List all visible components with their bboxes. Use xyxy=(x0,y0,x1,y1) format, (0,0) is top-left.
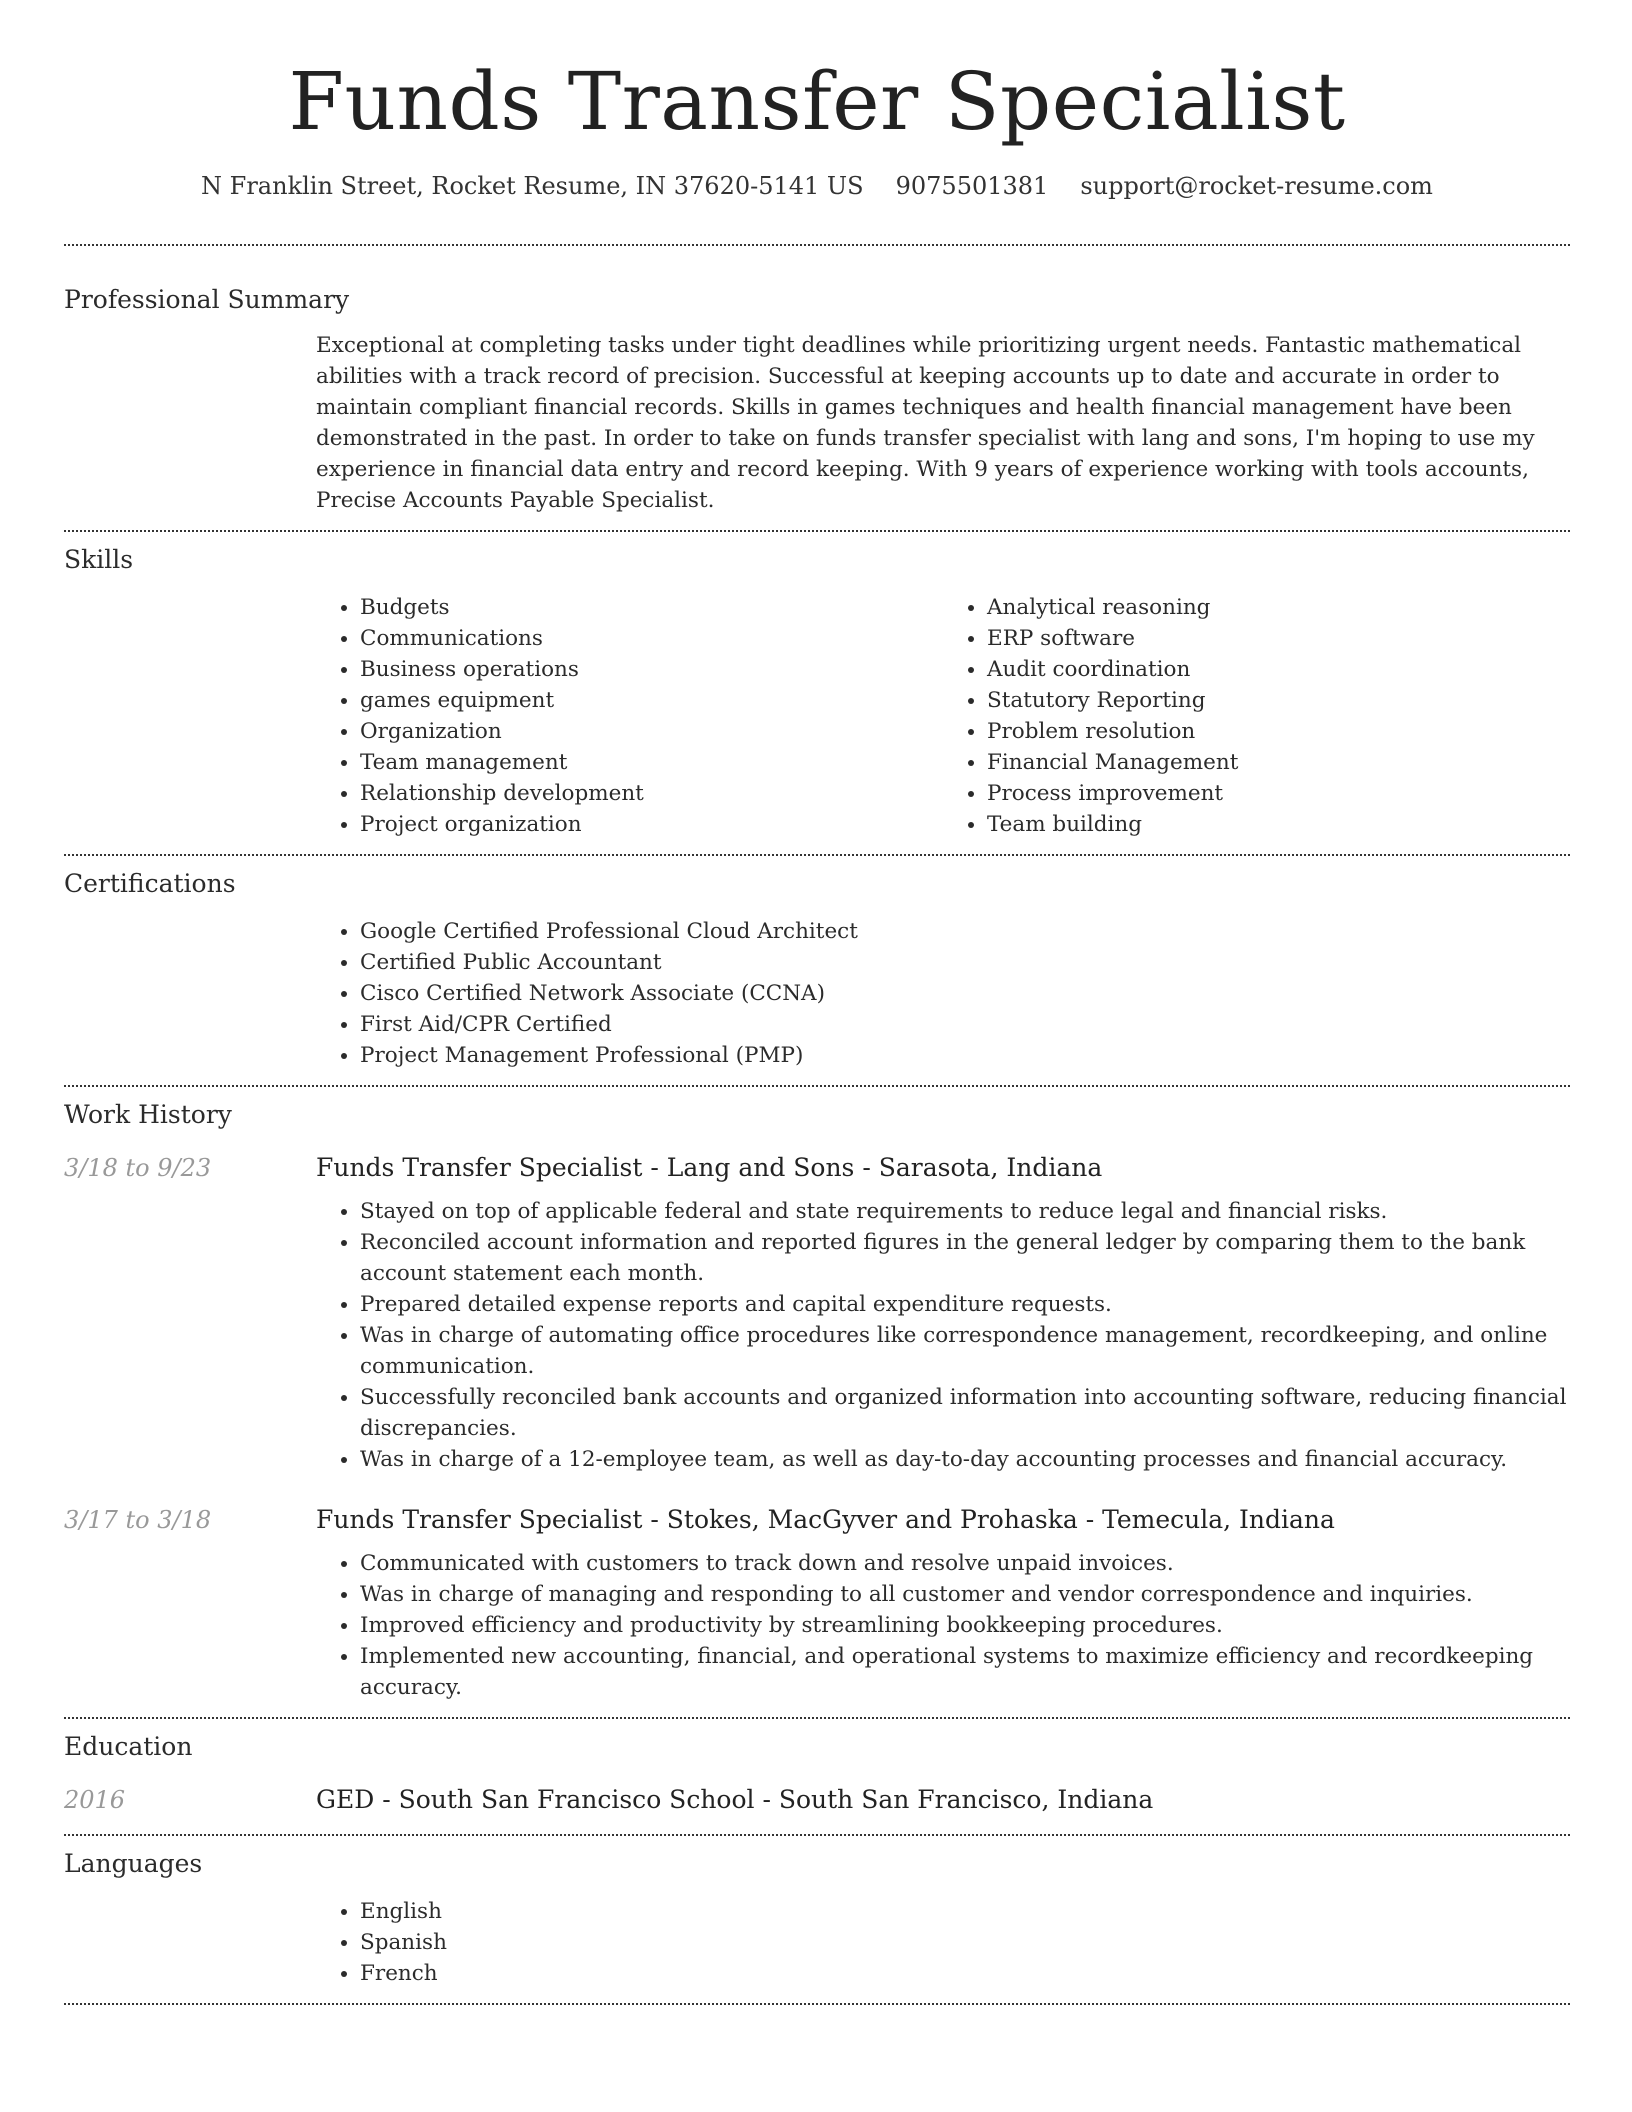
list-item: • Implemented new accounting, financial, and operational systems to maximize efficiency and recordkeeping accuracy. xyxy=(360,1641,1570,1703)
list-item: • Google Certified Professional Cloud Architect xyxy=(360,916,1570,947)
job-bullets xyxy=(316,1196,1570,1475)
resume-page xyxy=(64,0,1570,2005)
divider xyxy=(64,2003,1570,2005)
job-entry xyxy=(64,1153,1570,1182)
list-item: • Reconciled account information and reported figures in the general ledger by comparing them to the bank account statement each month. xyxy=(360,1227,1570,1289)
certifications-body xyxy=(316,916,1570,1085)
languages-list xyxy=(316,1896,1570,1989)
summary-section xyxy=(64,246,1570,530)
list-item: • Project Management Professional (PMP) xyxy=(360,1040,1570,1071)
list-item: • Prepared detailed expense reports and capital expenditure requests. xyxy=(360,1289,1570,1320)
job-heading: Funds Transfer Specialist - Stokes, MacGyver and Prohaska - Temecula, Indiana xyxy=(316,1505,1335,1534)
section-title-skills: Skills xyxy=(64,545,134,574)
job-entry xyxy=(64,1505,1570,1534)
certifications-section xyxy=(64,856,1570,1085)
section-title-education: Education xyxy=(64,1732,193,1761)
list-item: • Stayed on top of applicable federal and state requirements to reduce legal and financial risks. xyxy=(360,1196,1570,1227)
job-heading: Funds Transfer Specialist - Lang and Sons - Sarasota, Indiana xyxy=(316,1153,1103,1182)
education-date: 2016 xyxy=(64,1786,126,1814)
job-dates: 3/17 to 3/18 xyxy=(64,1506,212,1534)
list-item: • Communications xyxy=(360,623,943,654)
languages-section xyxy=(64,1836,1570,2003)
list-item: • ERP software xyxy=(987,623,1570,654)
skills-list-right xyxy=(943,592,1570,840)
list-item: • Analytical reasoning xyxy=(987,592,1570,623)
list-item: • Process improvement xyxy=(987,778,1570,809)
section-title-certifications: Certifications xyxy=(64,869,236,898)
list-item: • Audit coordination xyxy=(987,654,1570,685)
list-item: • Certified Public Accountant xyxy=(360,947,1570,978)
list-item: • Financial Management xyxy=(987,747,1570,778)
candidate-name: Funds Transfer Specialist xyxy=(288,55,1346,148)
address: N Franklin Street, Rocket Resume, IN 37620-5141 US xyxy=(201,172,864,200)
list-item: • Spanish xyxy=(360,1927,1570,1958)
education-section xyxy=(64,1719,1570,1834)
phone: 9075501381 xyxy=(895,172,1049,200)
list-item: • Was in charge of automating office procedures like correspondence management, recordkeeping, and online communication. xyxy=(360,1320,1570,1382)
languages-body xyxy=(316,1896,1570,2003)
section-title-languages: Languages xyxy=(64,1849,203,1878)
list-item: • First Aid/CPR Certified xyxy=(360,1009,1570,1040)
list-item: • Team building xyxy=(987,809,1570,840)
list-item: • Improved efficiency and productivity by streamlining bookkeeping procedures. xyxy=(360,1610,1570,1641)
list-item: • Successfully reconciled bank accounts and organized information into accounting software, reducing financial discrepancies. xyxy=(360,1382,1570,1444)
list-item: • Budgets xyxy=(360,592,943,623)
list-item: • Communicated with customers to track down and resolve unpaid invoices. xyxy=(360,1548,1570,1579)
contact-line xyxy=(64,170,1570,202)
list-item: • Statutory Reporting xyxy=(987,685,1570,716)
education-heading: GED - South San Francisco School - South San Francisco, Indiana xyxy=(316,1785,1154,1814)
skills-list-left xyxy=(316,592,943,840)
list-item: • Team management xyxy=(360,747,943,778)
list-item: • Cisco Certified Network Associate (CCNA) xyxy=(360,978,1570,1009)
section-title-work: Work History xyxy=(64,1100,232,1129)
section-title-summary: Professional Summary xyxy=(64,285,350,314)
list-item: • Problem resolution xyxy=(987,716,1570,747)
work-section xyxy=(64,1087,1570,1717)
list-item: • games equipment xyxy=(360,685,943,716)
skills-grid xyxy=(316,592,1570,854)
list-item: • Business operations xyxy=(360,654,943,685)
list-item: • English xyxy=(360,1896,1570,1927)
certifications-list xyxy=(316,916,1570,1071)
list-item: • Organization xyxy=(360,716,943,747)
email: support@rocket-resume.com xyxy=(1080,172,1433,200)
job-dates: 3/18 to 9/23 xyxy=(64,1154,212,1182)
list-item: • French xyxy=(360,1958,1570,1989)
list-item: • Relationship development xyxy=(360,778,943,809)
job-bullets-container xyxy=(316,1548,1570,1717)
list-item: • Was in charge of managing and responding to all customer and vendor correspondence and inquiries. xyxy=(360,1579,1570,1610)
skills-section xyxy=(64,532,1570,854)
job-bullets-container xyxy=(316,1196,1570,1475)
list-item: • Was in charge of a 12-employee team, as well as day-to-day accounting processes and financial accuracy. xyxy=(360,1444,1570,1475)
list-item: • Project organization xyxy=(360,809,943,840)
job-bullets xyxy=(316,1548,1570,1703)
education-entry xyxy=(64,1785,1570,1814)
summary-text: Exceptional at completing tasks under tight deadlines while prioritizing urgent needs. Fantastic mathematical abilities with a track record of precision. Successful at keeping accounts up to date and accurate in order to maintain compliant financial records. Skills in games techniques and health financial management have been demonstrated in the past. In order to take on funds transfer specialist with lang and sons, I'm hoping to use my experience in financial data entry and record keeping. With 9 years of experience working with tools accounts, Precise Accounts Payable Specialist. xyxy=(316,333,1535,513)
